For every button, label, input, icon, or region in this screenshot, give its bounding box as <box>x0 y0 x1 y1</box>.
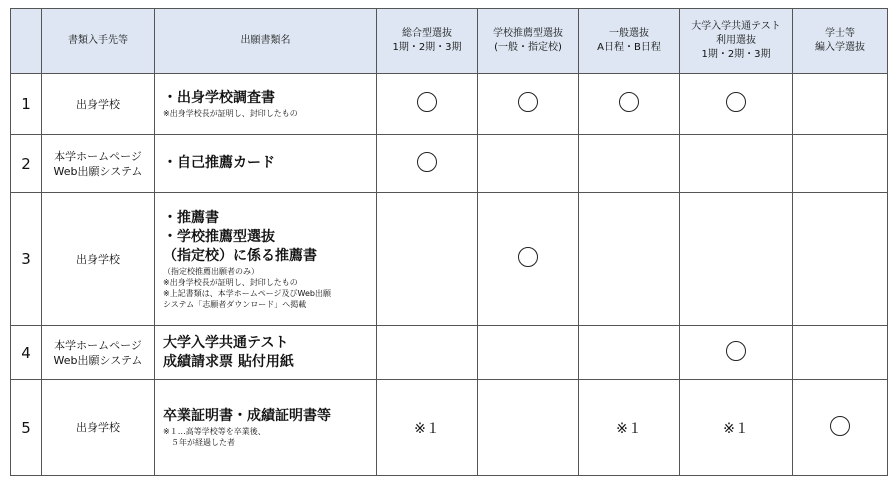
document-title: 卒業証明書・成績証明書等 <box>163 408 331 424</box>
required-circle-icon <box>417 92 437 112</box>
mark-cell-gakushi <box>793 326 888 380</box>
mark-cell-suisen <box>478 74 579 135</box>
document-title: 大学入学共通テスト <box>163 334 289 351</box>
table-body <box>11 74 888 476</box>
mark-cell-kyotsu <box>680 380 793 476</box>
header-sougou-line2: 1期・2期・3期 <box>392 42 462 53</box>
mark-cell-gakushi <box>793 193 888 326</box>
source-line: 出身学校 <box>76 421 120 434</box>
row-document-name <box>155 380 377 476</box>
header-ippan <box>579 9 680 74</box>
table-row <box>11 326 888 380</box>
document-title: ・学校推薦型選抜 <box>163 228 275 245</box>
mark-cell-suisen <box>478 326 579 380</box>
mark-cell-sougou <box>377 326 478 380</box>
mark-cell-suisen <box>478 380 579 476</box>
row-number: 2 <box>11 135 42 193</box>
source-line: 本学ホームページ <box>54 338 142 352</box>
row-document-name <box>155 193 377 326</box>
document-note: （指定校推薦出願者のみ） <box>163 266 259 276</box>
required-circle-icon <box>726 341 746 361</box>
header-suisen-line1: 学校推薦型選抜 <box>493 28 563 39</box>
header-suisen-line2: (一般・指定校) <box>494 42 562 53</box>
table-header-row <box>11 9 888 74</box>
header-kyotsu <box>680 9 793 74</box>
mark-cell-kyotsu <box>680 326 793 380</box>
mark-cell-ippan <box>579 74 680 135</box>
document-note: ※１…高等学校等を卒業後、 <box>163 427 266 436</box>
mark-cell-kyotsu <box>680 74 793 135</box>
header-suisen <box>478 9 579 74</box>
mark-cell-sougou <box>377 380 478 476</box>
header-gakushi-line2: 編入学選抜 <box>815 42 865 53</box>
required-circle-icon <box>518 247 538 267</box>
document-note: ※上記書類は、本学ホームページ及びWeb出願 <box>163 288 331 298</box>
row-number: 4 <box>11 326 42 380</box>
table-row <box>11 193 888 326</box>
source-line: 出身学校 <box>76 97 120 111</box>
mark-cell-ippan <box>579 326 680 380</box>
document-title: ・自己推薦カード <box>163 155 275 171</box>
mark-cell-sougou <box>377 74 478 135</box>
mark-cell-kyotsu <box>680 135 793 193</box>
required-circle-icon <box>726 92 746 112</box>
application-documents-table <box>10 8 888 476</box>
row-document-name <box>155 135 377 193</box>
mark-cell-sougou <box>377 135 478 193</box>
table-row <box>11 135 888 193</box>
row-document-name <box>155 74 377 135</box>
mark-cell-suisen <box>478 193 579 326</box>
source-line: Web出願システム <box>53 164 143 178</box>
note-reference-mark: ※１ <box>414 420 440 437</box>
header-gakushi-line1: 学士等 <box>825 28 855 39</box>
header-kyotsu-line1: 大学入学共通テスト <box>691 21 781 32</box>
row-number: 1 <box>11 74 42 135</box>
row-number: 3 <box>11 193 42 326</box>
header-ippan-line2: A日程・B日程 <box>597 42 661 53</box>
mark-cell-kyotsu <box>680 193 793 326</box>
header-sougou-line1: 総合型選抜 <box>402 28 452 39</box>
header-number <box>11 9 42 74</box>
source-line: 出身学校 <box>76 252 120 266</box>
mark-cell-suisen <box>478 135 579 193</box>
source-line: Web出願システム <box>53 353 143 367</box>
document-title: ・出身学校調査書 <box>163 90 275 106</box>
source-line: 本学ホームページ <box>54 149 142 163</box>
mark-cell-gakushi <box>793 380 888 476</box>
note-reference-mark: ※１ <box>616 420 642 437</box>
row-source <box>42 326 155 380</box>
document-note: システム「志願者ダウンロード」へ掲載 <box>163 299 307 309</box>
row-source <box>42 135 155 193</box>
required-circle-icon <box>518 92 538 112</box>
note-reference-mark: ※１ <box>723 420 749 437</box>
row-number: 5 <box>11 380 42 476</box>
document-title: ・推薦書 <box>163 209 219 226</box>
document-note: ※出身学校長が証明し、封印したもの <box>163 109 298 118</box>
document-note: ※出身学校長が証明し、封印したもの <box>163 277 298 287</box>
header-gakushi <box>793 9 888 74</box>
mark-cell-gakushi <box>793 135 888 193</box>
row-source <box>42 74 155 135</box>
mark-cell-ippan <box>579 193 680 326</box>
header-kyotsu-line3: 1期・2期・3期 <box>701 49 771 60</box>
document-table-wrapper <box>10 8 888 476</box>
header-source: 書類入手先等 <box>42 9 155 74</box>
required-circle-icon <box>417 152 437 172</box>
row-source <box>42 380 155 476</box>
table-row <box>11 74 888 135</box>
mark-cell-gakushi <box>793 74 888 135</box>
table-row <box>11 380 888 476</box>
mark-cell-sougou <box>377 193 478 326</box>
document-note: ５年が経過した者 <box>163 438 235 447</box>
required-circle-icon <box>830 416 850 436</box>
required-circle-icon <box>619 92 639 112</box>
mark-cell-ippan <box>579 135 680 193</box>
header-sougou <box>377 9 478 74</box>
document-title: （指定校）に係る推薦書 <box>163 247 317 264</box>
header-ippan-line1: 一般選抜 <box>609 28 649 39</box>
header-document-name: 出願書類名 <box>155 9 377 74</box>
row-document-name <box>155 326 377 380</box>
document-title: 成績請求票 貼付用紙 <box>163 353 294 370</box>
mark-cell-ippan <box>579 380 680 476</box>
row-source <box>42 193 155 326</box>
header-kyotsu-line2: 利用選抜 <box>716 35 756 46</box>
